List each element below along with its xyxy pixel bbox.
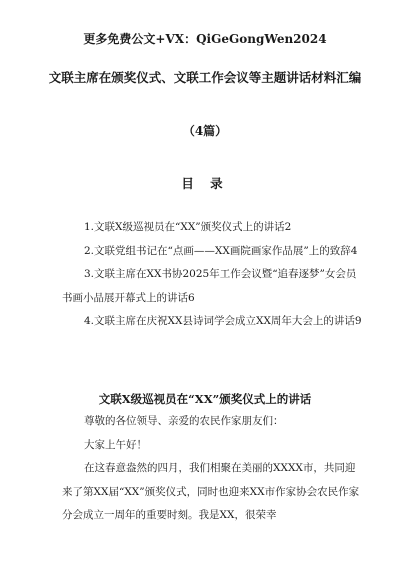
toc-item[interactable]: 3.文联主席在XX书协2025年工作会议暨“追春逐梦”女会员书画小品展开幕式上的讲话6 bbox=[62, 268, 357, 304]
section-title: 文联X级巡视员在“XX”颁奖仪式上的讲话 bbox=[98, 392, 312, 406]
salutation: 尊敬的各位领导、亲爱的农民作家朋友们： bbox=[84, 415, 284, 427]
greeting: 大家上午好！ bbox=[84, 439, 147, 451]
toc-heading: 目 录 bbox=[181, 176, 229, 191]
toc-item[interactable]: 2.文联党组书记在“点画——XX画院画家作品展”上的致辞4 bbox=[84, 244, 358, 257]
toc-item[interactable]: 1.文联X级巡视员在“XX”颁奖仪式上的讲话2 bbox=[84, 221, 292, 233]
watermark-header: 更多免费公文+VX：QiGeGongWen2024 bbox=[83, 32, 327, 46]
table-of-contents bbox=[62, 216, 362, 334]
document-title: 文联主席在颁奖仪式、文联工作会议等主题讲话材料汇编 bbox=[48, 70, 362, 85]
article-count: （4篇） bbox=[182, 124, 228, 138]
toc-item[interactable]: 4.文联主席在庆祝XX县诗词学会成立XX周年大会上的讲话9 bbox=[84, 315, 362, 327]
body-paragraph: 在这春意盎然的四月，我们相聚在美丽的XXXX市，共同迎来了第XX届“XX”颁奖仪式，同时也迎来XX市作家协会农民作家分会成立一周年的重要时刻。我是XX，很荣幸 bbox=[62, 462, 360, 521]
